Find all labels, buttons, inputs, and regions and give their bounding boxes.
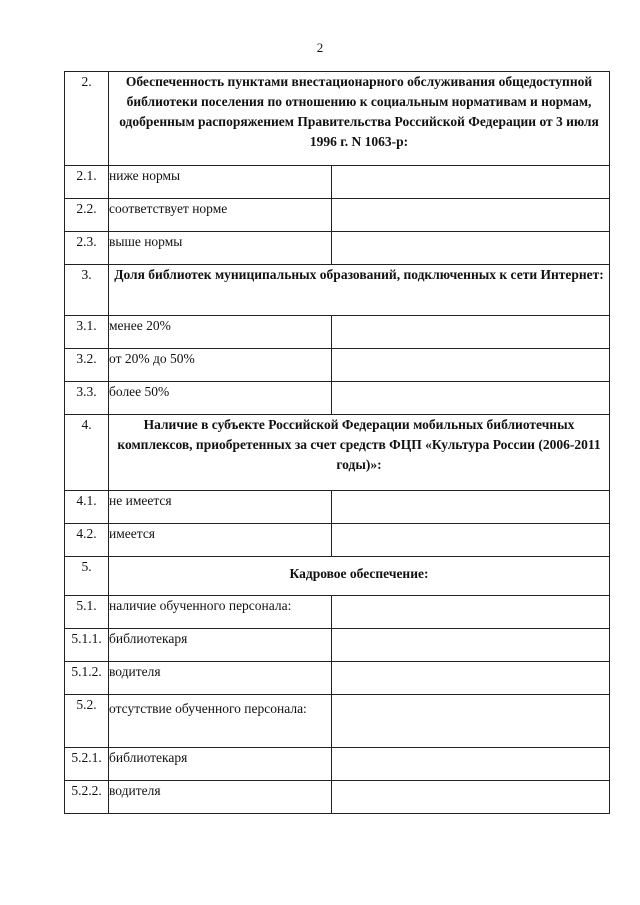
value-cell[interactable]: [332, 491, 610, 524]
row-number: 5.2.2.: [65, 781, 109, 814]
row-label: от 20% до 50%: [109, 349, 332, 382]
section-title: Доля библиотек муниципальных образований, подключенных к сети Интернет:: [109, 265, 610, 316]
table-row: [65, 662, 610, 695]
row-label: библиотекаря: [109, 629, 332, 662]
row-number: 5.1.: [65, 596, 109, 629]
table-row: [65, 166, 610, 199]
table-row: [65, 382, 610, 415]
row-label: имеется: [109, 524, 332, 557]
table-row: [65, 349, 610, 382]
row-number: 3.3.: [65, 382, 109, 415]
value-cell[interactable]: [332, 662, 610, 695]
section-title: Кадровое обеспечение:: [109, 557, 610, 596]
row-label: выше нормы: [109, 232, 332, 265]
section-number: 4.: [65, 415, 109, 491]
value-cell[interactable]: [332, 629, 610, 662]
table-row: [65, 781, 610, 814]
row-number: 5.1.2.: [65, 662, 109, 695]
row-label: водителя: [109, 781, 332, 814]
section-number: 5.: [65, 557, 109, 596]
section-number: 3.: [65, 265, 109, 316]
form-table: [64, 71, 610, 814]
table-row: [65, 748, 610, 781]
row-number: 2.1.: [65, 166, 109, 199]
value-cell[interactable]: [332, 781, 610, 814]
section-header-row: [65, 557, 610, 596]
row-label: водителя: [109, 662, 332, 695]
value-cell[interactable]: [332, 199, 610, 232]
table-row: [65, 232, 610, 265]
section-number: 2.: [65, 72, 109, 166]
value-cell[interactable]: [332, 349, 610, 382]
row-number: 5.2.1.: [65, 748, 109, 781]
table-row: [65, 199, 610, 232]
table-row: [65, 695, 610, 748]
value-cell[interactable]: [332, 524, 610, 557]
row-number: 4.1.: [65, 491, 109, 524]
value-cell[interactable]: [332, 316, 610, 349]
row-number: 4.2.: [65, 524, 109, 557]
table-row: [65, 524, 610, 557]
row-number: 2.3.: [65, 232, 109, 265]
row-number: 3.2.: [65, 349, 109, 382]
section-header-row: [65, 265, 610, 316]
section-header-row: [65, 415, 610, 491]
row-label: ниже нормы: [109, 166, 332, 199]
table-row: [65, 596, 610, 629]
value-cell[interactable]: [332, 695, 610, 748]
row-label: наличие обученного персонала:: [109, 596, 332, 629]
value-cell[interactable]: [332, 166, 610, 199]
row-label: библиотекаря: [109, 748, 332, 781]
row-label: отсутствие обученного персонала:: [109, 695, 332, 748]
section-title: Наличие в субъекте Российской Федерации мобильных библиотечных комплексов, приобретенных за счет средств ФЦП «Культура России (2006-2011 годы)»:: [109, 415, 610, 491]
page-number: 2: [316, 40, 324, 55]
table-row: [65, 491, 610, 524]
row-number: 2.2.: [65, 199, 109, 232]
row-label: более 50%: [109, 382, 332, 415]
row-label: соответствует норме: [109, 199, 332, 232]
row-number: 5.2.: [65, 695, 109, 748]
row-label: не имеется: [109, 491, 332, 524]
table-row: [65, 629, 610, 662]
value-cell[interactable]: [332, 748, 610, 781]
row-label: менее 20%: [109, 316, 332, 349]
row-number: 5.1.1.: [65, 629, 109, 662]
value-cell[interactable]: [332, 232, 610, 265]
section-title: Обеспеченность пунктами внестационарного обслуживания общедоступной библиотеки поселения по отношению к социальным нормативам и нормам, одобренным распоряжением Правительства Российской Федерации от 3 июля 1996 г. N 1063-р:: [109, 72, 610, 166]
row-number: 3.1.: [65, 316, 109, 349]
value-cell[interactable]: [332, 596, 610, 629]
section-header-row: [65, 72, 610, 166]
value-cell[interactable]: [332, 382, 610, 415]
table-row: [65, 316, 610, 349]
